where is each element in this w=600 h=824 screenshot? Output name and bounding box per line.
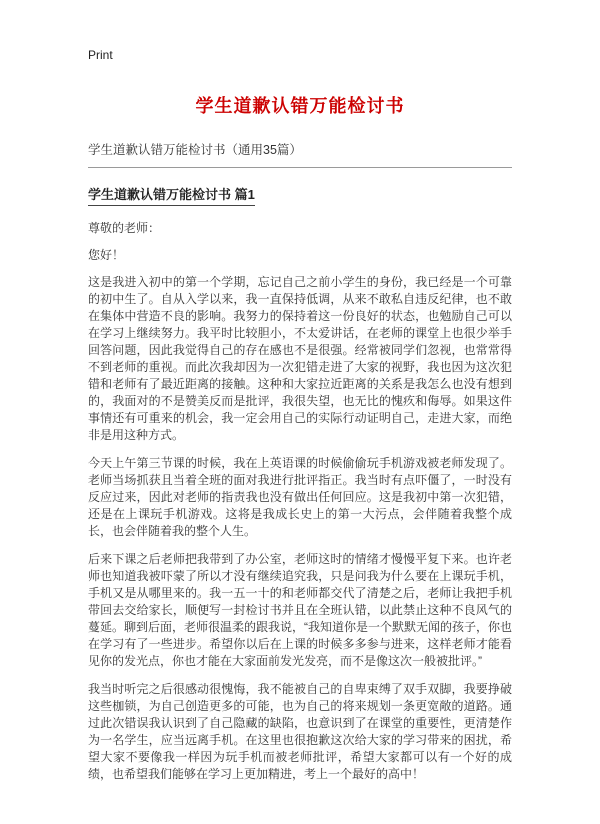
document-body (88, 274, 512, 783)
body-paragraph: 我当时听完之后很感动很愧悔，我不能被自己的自卑束缚了双手双脚，我要挣破这些枷锁，为自己创造更多的可能，也为自己的将来规划一条更宽敞的道路。通过此次错误我认识到了自己隐藏的缺陷，也意识到了在课堂的重要性，更清楚作为一名学生，应当远离手机。在这里也很抱歉这次给大家的学习带来的困扰，希望大家不要像我一样因为玩手机而被老师批评，希望大家都可以有一个好的成绩，也希望我们能够在学习上更加精进，考上一个最好的高中！ (88, 682, 512, 781)
body-paragraph: 这是我进入初中的第一个学期，忘记自己之前小学生的身份，我已经是一个可靠的初中生了。自从入学以来，我一直保持低调，从来不敢私自违反纪律，也不敢在集体中营造不良的影响。我努力的保持着这一份良好的状态，也勉励自己可以在学习上继续努力。我平时比较胆小，不太爱讲话，在老师的课堂上也很少举手回答问题，因此我觉得自己的存在感也不是很强。经常被同学们忽视，也常常得不到老师的重视。而此次我却因为一次犯错走进了大家的视野，我也因为这次犯错和老师有了最近距离的接触。这种和大家拉近距离的关系是我怎么也没有想到的，我面对的不是赞美反而是批评，我很失望，也无比的愧疚和侮辱。如果这件事情还有可重来的机会，我一定会用自己的实际行动证明自己，走进大家，而绝非是用这种方式。 (88, 275, 512, 442)
print-link[interactable]: Print (88, 48, 113, 62)
greeting: 您好！ (88, 248, 125, 262)
body-paragraph: 今天上午第三节课的时候，我在上英语课的时候偷偷玩手机游戏被老师发现了。老师当场抓获且当着全班的面对我进行批评指正。我当时有点吓僵了，一时没有反应过来，因此对老师的指责我也没有做出任何回应。这是我初中第一次犯错，还是在上课玩手机游戏。这将是我成长史上的第一大污点，会伴随着我整个成长，也会伴随着我的整个人生。 (88, 456, 512, 538)
section-heading: 学生道歉认错万能检讨书 篇1 (88, 184, 255, 206)
page-title: 学生道歉认错万能检讨书 (195, 96, 405, 116)
document-subtitle: 学生道歉认错万能检讨书（通用35篇） (88, 140, 512, 168)
body-paragraph: 后来下课之后老师把我带到了办公室，老师这时的情绪才慢慢平复下来。也许老师也知道我被吓蒙了所以才没有继续追究我，只是问我为什么要在上课玩手机，手机又是从哪里来的。我一五一十的和老师都交代了清楚之后，老师让我把手机带回去交给家长，顺便写一封检讨书并且在全班认错，以此禁止这种不良风气的蔓延。聊到后面，老师很温柔的跟我说，“我知道你是一个默默无闻的孩子，你也在学习有了一些进步。希望你以后在上课的时候多多参与进来，这样老师才能看见你的发光点，你也才能在大家面前发光发亮，而不是像这次一般被批评。” (88, 552, 512, 668)
salutation: 尊敬的老师： (88, 221, 161, 235)
